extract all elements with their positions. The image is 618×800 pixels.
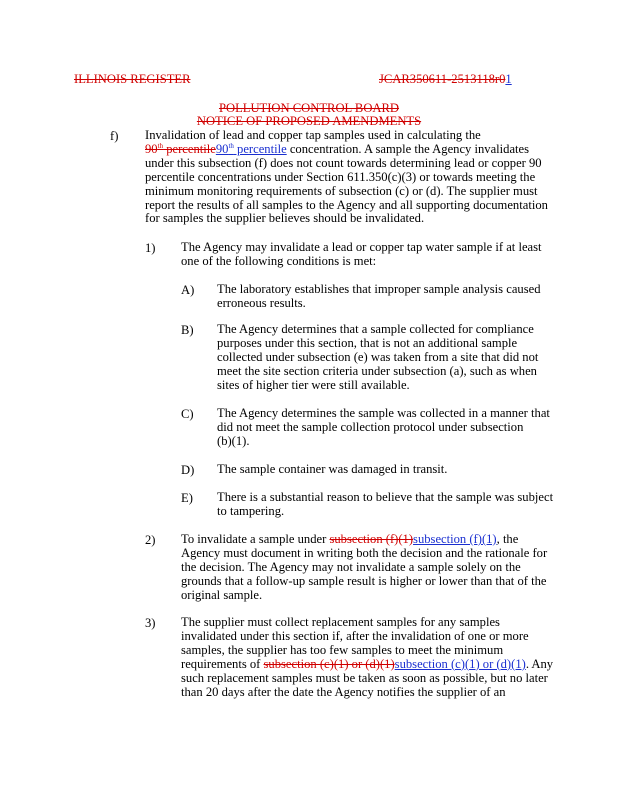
subsection-f-label: f) <box>110 129 119 143</box>
text-line: percentile concentrations under Section 611.350(c)(3) or towards meeting the <box>145 169 536 184</box>
text-line: such replacement samples must be taken as soon as possible, but no later <box>181 670 548 685</box>
inserted-text: subsection (c)(1) or (d)(1) <box>394 656 526 671</box>
text-line: The Agency determines the sample was collected in a manner that <box>217 406 550 420</box>
text-line: The Agency may invalidate a lead or copper tap water sample if at least <box>181 240 542 254</box>
inserted-text: 90th percentile <box>215 141 287 156</box>
jcar-code-inserted: 1 <box>505 72 512 86</box>
item-1e-label: E) <box>181 491 193 505</box>
item-2-label: 2) <box>145 533 156 547</box>
subsection-f-text <box>145 129 548 226</box>
board-title: POLLUTION CONTROL BOARD <box>218 101 400 115</box>
item-1e-text <box>217 491 553 519</box>
text-line: The sample container was damaged in transit. <box>217 462 448 476</box>
text-line: than 20 days after the date the Agency notifies the supplier of an <box>181 684 506 699</box>
text-line: requirements of subsection (c)(1) or (d)(1)subsection (c)(1) or (d)(1). Any <box>181 656 554 671</box>
jcar-code-deleted: JCAR350611-2513118r0 <box>379 72 506 86</box>
item-1c-label: C) <box>181 407 194 421</box>
item-1d-label: D) <box>181 463 195 477</box>
text-line: Agency must document in writing both the decision and the rationale for <box>181 545 548 560</box>
text-line: did not meet the sample collection protocol under subsection <box>217 419 524 434</box>
deleted-text: subsection (f)(1) <box>329 532 414 546</box>
text-line: 90th percentile90th percentile concentration. A sample the Agency invalidates <box>145 141 530 156</box>
register-header: ILLINOIS REGISTER <box>74 72 191 86</box>
text-line: one of the following conditions is met: <box>181 253 377 268</box>
notice-title: NOTICE OF PROPOSED AMENDMENTS <box>196 114 422 128</box>
text-line: To invalidate a sample under subsection (f)(1)subsection (f)(1), the <box>181 532 519 546</box>
deleted-text: 90th percentile <box>145 141 216 156</box>
text-line: to tampering. <box>217 503 285 518</box>
text-line: original sample. <box>181 587 263 602</box>
item-1d-text <box>217 463 447 477</box>
text-line: invalidated under this section if, after the invalidation of one or more <box>181 628 529 643</box>
text-line: under this subsection (f) does not count towards determining lead or copper 90 <box>145 155 542 170</box>
text-line: minimum monitoring requirements of subsection (c) or (d). The supplier must <box>145 183 538 198</box>
jcar-code <box>379 72 512 87</box>
item-1c-text <box>217 407 550 449</box>
text-line: collected under subsection (e) was taken from a site that did not <box>217 349 539 364</box>
item-1-label: 1) <box>145 241 156 255</box>
deleted-text: subsection (c)(1) or (d)(1) <box>263 656 395 671</box>
text-line: meet the site section criteria under subsection (a), such as when <box>217 363 537 378</box>
text-line: (b)(1). <box>217 433 250 448</box>
text-line: Invalidation of lead and copper tap samples used in calculating the <box>145 128 481 142</box>
item-1b-label: B) <box>181 323 194 337</box>
text-line: There is a substantial reason to believe that the sample was subject <box>217 490 554 504</box>
text-line: grounds that a follow-up sample result is higher or lower than that of the <box>181 573 547 588</box>
text-line: report the results of all samples to the Agency and all supporting documentation <box>145 197 548 212</box>
item-2-text <box>181 533 547 603</box>
text-line: The supplier must collect replacement samples for any samples <box>181 615 500 629</box>
item-1a-text <box>217 283 541 311</box>
text-line: samples, the supplier has too few samples to meet the minimum <box>181 642 504 657</box>
text-line: The laboratory establishes that improper sample analysis caused <box>217 282 541 296</box>
text-line: purposes under this section, that is not an additional sample <box>217 335 518 350</box>
item-1b-text <box>217 323 538 393</box>
item-1-text <box>181 241 542 269</box>
item-3-text <box>181 616 553 699</box>
text-line: The Agency determines that a sample collected for compliance <box>217 322 534 336</box>
inserted-text: subsection (f)(1) <box>413 532 497 546</box>
text-line: sites of higher tier were still available. <box>217 377 410 392</box>
item-3-label: 3) <box>145 616 156 630</box>
text-line: erroneous results. <box>217 295 306 310</box>
text-line: the decision. The Agency may not invalidate a sample solely on the <box>181 559 521 574</box>
text-line: for samples the supplier believes should be invalidated. <box>145 211 425 226</box>
item-1a-label: A) <box>181 283 195 297</box>
